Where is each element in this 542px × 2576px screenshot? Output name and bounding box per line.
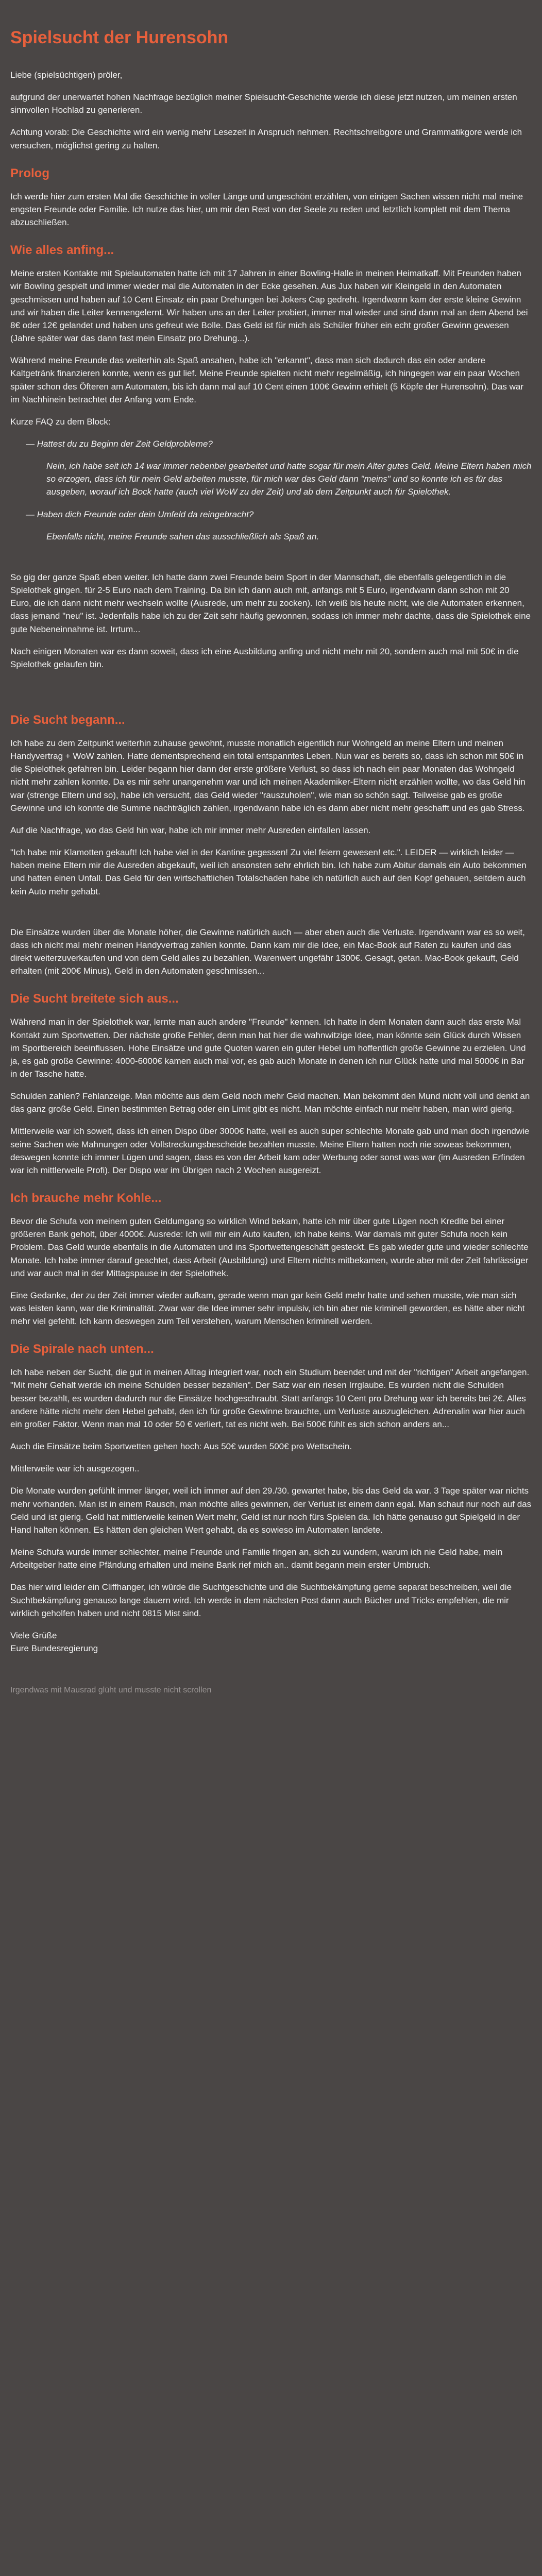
closing-greeting: Viele Grüße	[10, 1630, 57, 1640]
intro	[10, 69, 532, 152]
paragraph: Während meine Freunde das weiterhin als Spaß ansahen, habe ich "erkannt", dass man sich dadurch das ein oder andere Kaltgetränk finanzieren konnte, wenn es gut lief. Meine Freunde spielten nicht mehr regelmäßig, ich hingegen war ein paar Wochen später schon des Öfteren am Automaten, bis ich dann mal auf 10 Cent einen 100€ Gewinn erhielt (5 Köpfe der Hurensohn). Das war im Nachhinein betrachtet der Anfang vom Ende.	[10, 355, 524, 404]
faq-question: — Haben dich Freunde oder dein Umfeld da reingebracht?	[26, 509, 254, 519]
page-title: Spielsucht der Hurensohn	[10, 28, 229, 47]
section-heading-beginnt: Die Sucht begann...	[10, 713, 125, 727]
section-heading-anfang: Wie alles anfing...	[10, 243, 114, 258]
spacer	[10, 552, 532, 571]
paragraph: Schulden zahlen? Fehlanzeige. Man möchte aus dem Geld noch mehr Geld machen. Man bekommt den Mund nicht voll und denkt an das ganz große Geld. Einen bestimmten Betrag oder ein Limit gibt es nicht. Man möchte einfach nur mehr haben, man wird gierig.	[10, 1091, 530, 1114]
paragraph: Auf die Nachfrage, wo das Geld hin war, habe ich mir immer mehr Ausreden einfallen lassen.	[10, 825, 371, 835]
faq-answer: Ebenfalls nicht, meine Freunde sahen das ausschließlich als Spaß an.	[46, 531, 319, 541]
paragraph: Auch die Einsätze beim Sportwetten gehen hoch: Aus 50€ wurden 500€ pro Wettschein.	[10, 1442, 352, 1452]
paragraph: Während man in der Spielothek war, lernte man auch andere "Freunde" kennen. Ich hatte in dem Monaten dann auch das erste Mal Kontakt zum Sportwetten. Der nächste große Fehler, denn man hat hier die wahnwitzige Idee, man könnte sein Glück durch Wissen im Sportbereich beeinflussen. Hohe Einsätze und gute Quoten waren ein guter Hebel um hoffentlich große Gewinne zu erzielen. Und ja, es gab große Gewinne: 4000-6000€ kamen auch mal vor, es gab auch Monate in denen ich nur Glück hatte und mal 5000€ in Bar in der Tasche hatte.	[10, 1017, 526, 1079]
faq-block	[26, 437, 532, 543]
intro-paragraph: aufgrund der unerwartet hohen Nachfrage bezüglich meiner Spielsucht-Geschichte werde ich diese jetzt nutzen, um meinen ersten sinnvollen Hochlad zu generieren.	[10, 92, 517, 115]
section-heading-prolog: Prolog	[10, 166, 49, 180]
footer-caption: Irgendwas mit Mausrad glüht und musste nicht scrollen	[10, 1686, 212, 1695]
section-heading-breitete: Die Sucht breitete sich aus...	[10, 992, 179, 1006]
paragraph: Das hier wird leider ein Cliffhanger, ich würde die Suchtgeschichte und die Suchtbekämpfung gerne separat beschreiben, weil die Suchtbekämpfung genauso lange dauern wird. Ich werde in dem nächsten Post dann auch Bücher und Tricks empfehlen, die mir wirklich geholfen haben und nicht 0815 Mist sind.	[10, 1582, 512, 1618]
closing	[10, 1629, 532, 1655]
paragraph: Die Einsätze wurden über die Monate höher, die Gewinne natürlich auch — aber eben auch die Verluste. Irgendwann war es so weit, dass ich nicht mal mehr meinen Handyvertrag zahlen konnte. Dann kam mir die Idee, ein Mac-Book auf Raten zu kaufen und das direkt weiterzuverkaufen und von dem Geld alles zu bezahlen. Warenwert ungefähr 1300€. Gesagt, getan. Mac-Book gekauft, Geld erhalten (mit 200€ Minus), Geld in den Automaten geschmissen...	[10, 927, 525, 976]
closing-signature: Eure Bundesregierung	[10, 1643, 98, 1653]
faq-answer: Nein, ich habe seit ich 14 war immer nebenbei gearbeitet und hatte sogar für mein Alter gutes Geld. Meine Eltern haben mich so erzogen, dass ich für mein Geld arbeiten musste, für mich war das Geld dann "meins" und so konnte ich es für das ausgeben, worauf ich Bock hatte (auch viel WoW zu der Zeit) und ab dem Zeitpunkt auch für Spielothek.	[46, 461, 532, 497]
paragraph: Meine Schufa wurde immer schlechter, meine Freunde und Familie fingen an, sich zu wundern, warum ich nie Geld habe, mein Arbeitgeber hatte eine Pfändung erhalten und meine Bank rief mich an.. damit begann mein erster Umbruch.	[10, 1547, 503, 1570]
paragraph: Nach einigen Monaten war es dann soweit, dass ich eine Ausbildung anfing und nicht mehr mit 20, sondern auch mal mit 50€ in die Spielothek gelaufen bin.	[10, 646, 519, 669]
paragraph: Ich habe zu dem Zeitpunkt weiterhin zuhause gewohnt, musste monatlich eigentlich nur Wohngeld an meine Eltern und meinen Handyvertrag + WoW zahlen. Hatte dementsprechend ein total entspanntes Leben. Nun war es bereits so, dass ich schon mit 50€ in die Spielothek gefahren bin. Leider begann hier dann der erste größere Verlust, so dass ich nach ein paar Monaten das Wohngeld nicht mehr zahlen konnte. Da es mir sehr unangenehm war und ich meinen Akademiker-Eltern nicht erzählen wollte, wo das Geld hin war (strenge Eltern und so), habe ich versucht, das Geld wieder "rauszuholen", wie man so schön sagt. Teilweise gab es große Gewinne und ich konnte die Summe nachträglich zahlen, irgendwann habe ich es dann aber nicht mehr geschafft und es gab Stress.	[10, 738, 526, 813]
paragraph: Bevor die Schufa von meinem guten Geldumgang so wirklich Wind bekam, hatte ich mir über gute Lügen noch Kredite bei einer größeren Bank geholt, über 4000€. Ausrede: Ich will mir ein Auto kaufen, ich habe keins. War damals mit guter Schufa noch kein Problem. Das Geld wurde ebenfalls in die Automaten und ins Sportwettengeschäft gesteckt. Es gab wieder gute und wieder schlechte Monate. Ich habe immer darauf geachtet, dass Arbeit (Ausbildung) und Eltern nichts mitbekamen, wurde aber mit der Zeit fahrlässiger und war auch mal in der Mittagspause in der Spielothek.	[10, 1216, 529, 1278]
faq-question: — Hattest du zu Beginn der Zeit Geldprobleme?	[26, 438, 213, 449]
intro-paragraph: Achtung vorab: Die Geschichte wird ein wenig mehr Lesezeit in Anspruch nehmen. Rechtschreibgore und Grammatikgore werde ich versuchen, möglichst gering zu halten.	[10, 127, 522, 150]
spacer	[10, 680, 532, 699]
paragraph: Mittlerweile war ich soweit, dass ich einen Dispo über 3000€ hatte, weil es auch super schlechte Monate gab und man doch irgendwie seine Sachen wie Mahnungen oder Vollstreckungsbescheide bezahlen musste. Meine Eltern hatten noch nie soweas bekommen, deswegen konnte ich immer Lügen und sagen, dass es von der Arbeit kam oder Werbung oder sonst was war (im Ausreden Erfinden war ich mittlerweile Profi). Der Dispo war im Übrigen nach 2 Wochen ausgereizt.	[10, 1126, 530, 1175]
paragraph: Ich werde hier zum ersten Mal die Geschichte in voller Länge und ungeschönt erzählen, von einigen Sachen wissen nicht mal meine engsten Freunde oder Familie. Ich nutze das hier, um mir den Rest von der Seele zu reden und letztlich komplett mit dem Thema abzuschließen.	[10, 191, 523, 228]
paragraph: Eine Gedanke, der zu der Zeit immer wieder aufkam, gerade wenn man gar kein Geld mehr hatte und sehen musste, wie man sich was leisten kann, war die Kriminalität. Zwar war die Idee immer sehr impulsiv, ich bin aber nie kriminell geworden, es hätte aber nicht mehr viel gefehlt. Ich kann deswegen zum Teil verstehen, warum Menschen kriminell werden.	[10, 1290, 525, 1327]
paragraph: "Ich habe mir Klamotten gekauft! Ich habe viel in der Kantine gegessen! Zu viel feiern gewesen! etc.". LEIDER — wirklich leider — haben meine Eltern mir die Ausreden abgekauft, weil ich ansonsten sehr ehrlich bin. Ich habe zum Abitur damals ein Auto bekommen und hatten einen Unfall. Das Geld für den wirtschaftlichen Totalschaden habe ich natürlich auch auf den Kopf gehauen, seitdem auch kein Auto mehr gehabt.	[10, 848, 527, 896]
paragraph: Meine ersten Kontakte mit Spielautomaten hatte ich mit 17 Jahren in einer Bowling-Halle in meinen Heimatkaff. Mit Freunden haben wir Bowling gespielt und immer wieder mal die Automaten in der Ecke gesehen. Aus Jux haben wir Kleingeld in den Automaten geschmissen und haben auf 10 Cent Einsatz ein paar Drehungen bei Jokers Cap gedreht. Irgendwann kam der erste kleine Gewinn und wir haben die Leiter kennengelernt. Wir haben uns an der Leiter probiert, immer mal wieder und sind dann mal an dem Abend bei 8€ oder 12€ gelandet und haben uns gefreut wie Bolle. Das Geld ist für mich als Schüler früher ein echt großer Gewinn gewesen (Jahre später war das dann fast mein Einsatz pro Drehung...).	[10, 268, 528, 344]
paragraph: Ich habe neben der Sucht, die gut in meinen Alltag integriert war, noch ein Studium beendet und mit der "richtigen" Arbeit angefangen. "Mit mehr Gehalt werde ich meine Schulden besser bezahlen". Der Satz war ein riesen Irrglaube. Es wurden nicht die Schulden besser bezahlt, es wurden dadurch nur die Einsätze hochgeschraubt. Statt anfangs 10 Cent pro Drehung war ich bereits bei 2€. Alles andere hätte nicht mehr den Hebel gehabt, den ich für große Gewinne brauchte, um Verluste auszugleichen. Adrenalin war hier auch ein großer Faktor. Wenn man mal 10 oder 50 € verliert, tat es nicht weh. Bei 500€ fühlt es sich schon anders an...	[10, 1367, 530, 1429]
paragraph: Die Monate wurden gefühlt immer länger, weil ich immer auf den 29./30. gewartet habe, bis das Geld da war. 3 Tage später war nichts mehr vorhanden. Man ist in einem Rausch, man möchte alles gewinnen, der Verlust ist einem dann egal. Man schaut nur noch auf das Geld und ist gierig. Geld hat mittlerweile keinen Wert mehr, Geld ist nur noch fürs Spielen da. Ich hätte genauso gut Spielgeld in der Hand halten können. Es hätten den gleichen Wert gehabt, da es sowieso im Automaten landete.	[10, 1486, 532, 1535]
intro-paragraph: Liebe (spielsüchtigen) pröler,	[10, 70, 123, 80]
section-heading-kohle: Ich brauche mehr Kohle...	[10, 1191, 162, 1206]
paragraph: So gig der ganze Spaß eben weiter. Ich hatte dann zwei Freunde beim Sport in der Mannschaft, die ebenfalls gelegentlich in die Spielothek gingen. für 2-5 Euro nach dem Training. Da bin ich dann auch mit, anfangs mit 5 Euro, irgendwann dann schon mit 20 Euro, die ich dann nicht mehr wechseln wollte (Ausrede, um mehr zu zocken). Ich weiß bis heute nicht, wie die Automaten erkennen, dass jemand "neu" ist. Jedenfalls habe ich zu der Zeit sehr häufig gewonnen, sodass ich immer mehr dachte, dass die Spielothek eine gute Nebeneinnahme ist. Irrtum...	[10, 572, 531, 634]
spacer	[10, 907, 532, 926]
section-heading-spirale: Die Spirale nach unten...	[10, 1342, 154, 1357]
paragraph: Kurze FAQ zu dem Block:	[10, 416, 111, 427]
paragraph: Mittlerweile war ich ausgezogen..	[10, 1464, 140, 1474]
